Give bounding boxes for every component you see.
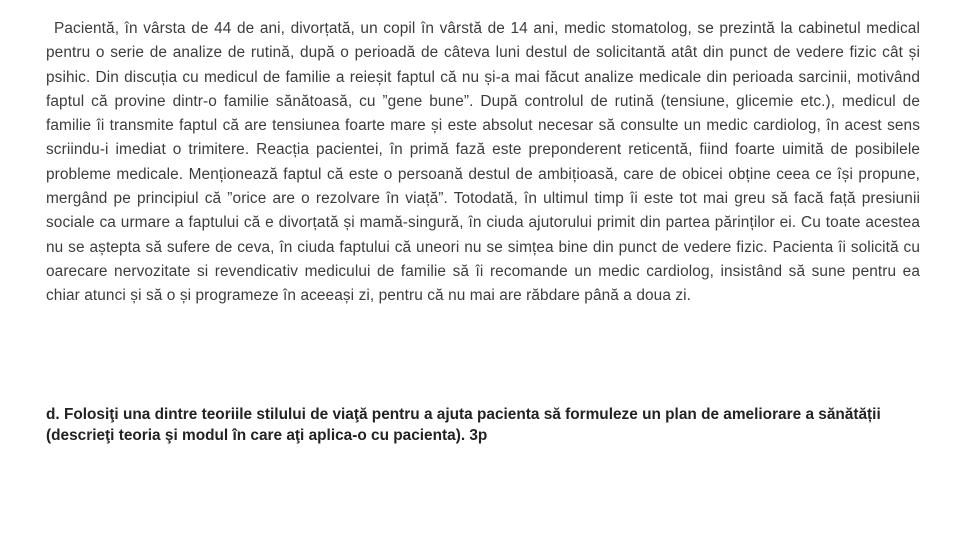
task-question: d. Folosiţi una dintre teoriile stilului de viaţă pentru a ajuta pacienta să formuleze un plan de ameliorare a sănătății (descrieţi teoria şi modul în care aţi aplica-o cu pacienta). 3p [46, 406, 881, 444]
case-study-paragraph: Pacientă, în vârsta de 44 de ani, divorțată, un copil în vârstă de 14 ani, medic stomatolog, se prezintă la cabinetul medical pentru o serie de analize de rutină, după o perioadă de câteva luni destul de solicitantă atât din punct de vedere fizic cât și psihic. Din discuția cu medicul de familie a reieșit faptul că nu și-a mai făcut analize medicale din perioada sarcinii, motivând faptul că provine dintr-o familie sănătoasă, cu ”gene bune”. După controlul de rutină (tensiune, glicemie etc.), medicul de familie îi transmite faptul că are tensiunea foarte mare și este absolut necesar să consulte un medic cardiolog, în acest sens scriindu-i imediat o trimitere. Reacția pacientei, în primă fază este preponderent reticentă, fiind foarte uimită de posibilele probleme medicale. Menționează faptul că este o persoană destul de ambițioasă, care de obicei obține ceea ce își propune, mergând pe principiul că ”orice are o rezolvare în viață”. Totodată, în ultimul timp îi este tot mai greu să facă față presiunii sociale ca urmare a faptului că e divorțată și mamă-singură, în ciuda ajutorului primit din partea părinților ei. Cu toate acestea nu se aștepta să sufere de ceva, în ciuda faptului că uneori nu se simțea bine din punct de vedere fizic. Pacienta îi solicită cu oarecare nervozitate si revendicativ medicului de familie să îi recomande un medic cardiolog, insistând să sune pentru ea chiar atunci și să o și programeze în aceeași zi, pentru că nu mai are răbdare până a doua zi. [46, 20, 920, 305]
